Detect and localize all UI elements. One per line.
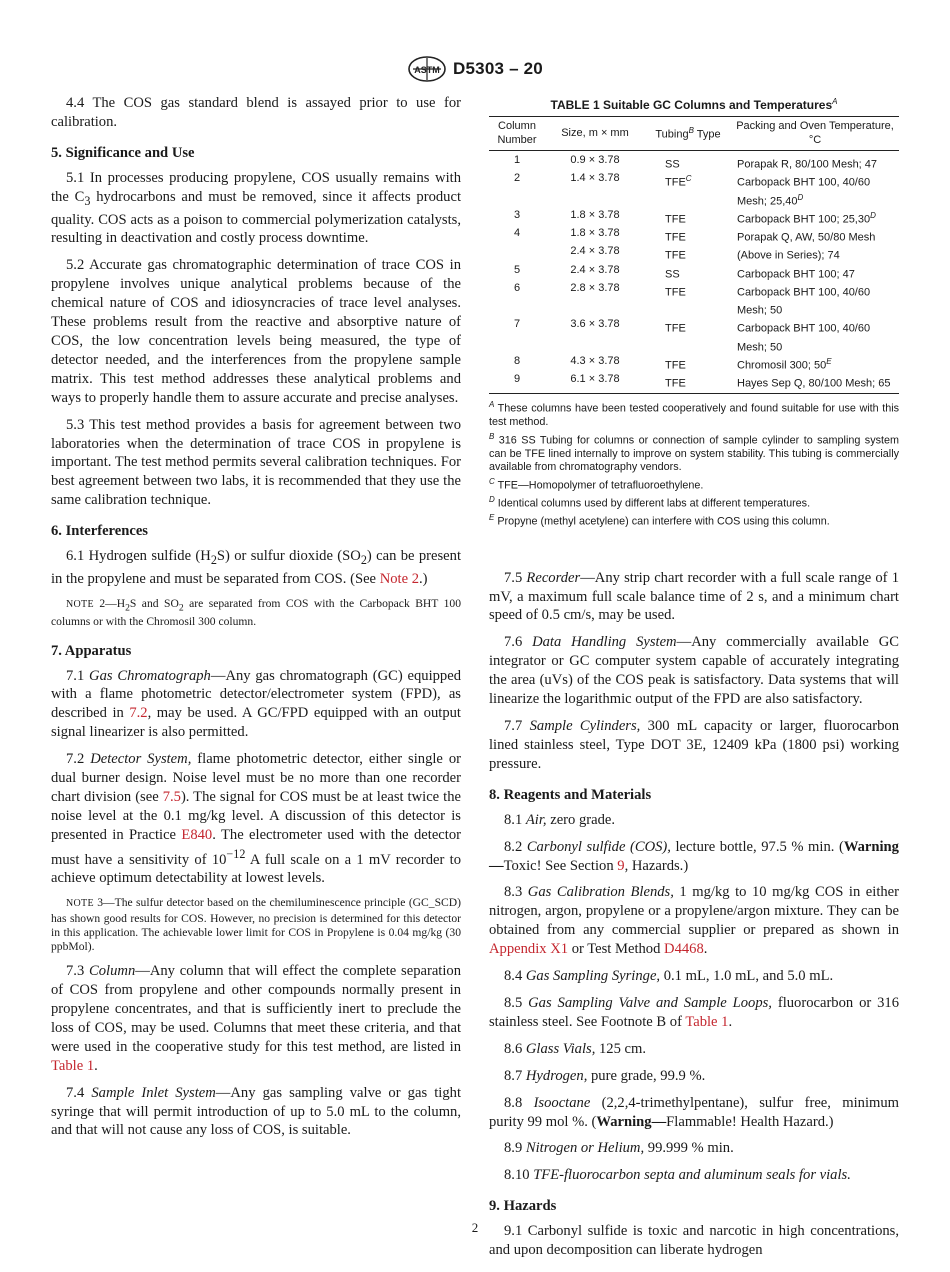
table-row <box>489 172 899 190</box>
table-row <box>489 151 899 173</box>
cell-column-number: 1 <box>513 154 521 167</box>
cell-tubing: TFE <box>665 359 686 372</box>
paragraph-8-1: 8.1 Air, zero grade. <box>504 811 616 828</box>
cell-column-number: 8 <box>513 354 521 367</box>
paragraph-8-6: 8.6 Glass Vials, 125 cm. <box>504 1040 647 1057</box>
paragraph-7-6: 7.6 Data Handling System—Any commercially available GC integrator or GC computer system capable of accurately integrating the area (uVs) of the COS peak is satisfactory. Data systems that will linearize the logarithmic output of the FPD are also satisfactory. <box>489 634 899 708</box>
cell-packing: (Above in Series); 74 <box>737 250 840 263</box>
cell-packing: Carbopack BHT 100; $25,30^D$ <box>737 210 876 226</box>
section-5-heading: 5. Significance and Use <box>51 144 195 161</box>
cell-size: 1.8 × 3.78 <box>570 227 620 240</box>
paragraph-5-2: 5.2 Accurate gas chromatographic determination of trace COS in propylene involves unique analytical problems because of the chemical nature of COS and idiosyncracies of trace level analyses. These problems result from the reactive and absorptive nature of COS, the low concentration levels being measured, the type of detector needed, and the interferences from the propylene sample matrix. This test method addresses these analytical problems and ways to properly handle them to assure accurate and precise analyses. <box>51 257 461 406</box>
cell-column-number <box>489 191 545 209</box>
cell-column-number: 3 <box>513 208 521 221</box>
cell-packing: Carbopack BHT 100; 47 <box>737 268 855 281</box>
cell-column-number: 4 <box>513 227 521 240</box>
table-row <box>489 355 899 373</box>
d4468-link[interactable]: D4468 <box>664 941 704 958</box>
section-7-heading: 7. Apparatus <box>51 642 132 659</box>
cell-size: 1.8 × 3.78 <box>570 208 620 221</box>
cell-tubing <box>645 191 731 209</box>
cell-size: 2.8 × 3.78 <box>570 281 620 294</box>
note-3: NOTE 3—The sulfur detector based on the chemiluminescence principle (GC_SCD) has shown good results for COS. However, no precision is determined for this detector in this application. The achievable lower limit for COS in Propylene is 0.04 mg/kg (30 ppbMol). <box>51 896 461 953</box>
cell-size: 2.4 × 3.78 <box>570 245 620 258</box>
paragraph-8-9: 8.9 Nitrogen or Helium, 99.999 % min. <box>504 1140 734 1157</box>
cell-packing: Carbopack BHT 100, 40/60 <box>737 286 871 299</box>
table-footnote: $^B$ 316 SS Tubing for columns or connection of sample cylinder to sampling system can be TFE lined internally to improve on system stability. This tubing is commercially available from chromatography vendors. <box>489 431 899 474</box>
table-1-title: TABLE 1 Suitable GC Columns and Temperatures$^A$ <box>550 97 838 112</box>
cell-tubing: TFE <box>665 250 686 263</box>
table-row <box>489 300 899 318</box>
col-header-size: Size, m × mm <box>545 117 645 151</box>
table-row <box>489 209 899 227</box>
cell-column-number: 5 <box>513 263 521 276</box>
table-1 <box>489 116 899 394</box>
paragraph-7-3: 7.3 Column—Any column that will effect the complete separation of COS from propylene and other compounds normally present in propylene concentrates, and that is sufficiently inert to preclude the loss of COS, may be used. Columns that meet these criteria, and that were used in the cooperative study for this test method, are listed in Table 1. <box>51 963 462 1074</box>
cell-column-number: 9 <box>489 373 545 394</box>
cell-tubing <box>645 300 731 318</box>
table-row <box>489 373 899 394</box>
table-footnote: $^D$ Identical columns used by different labs at different temperatures. <box>489 494 811 510</box>
document-designation: D5303 – 20 <box>453 59 543 78</box>
paragraph-7-2: 7.2 Detector System, flame photometric detector, either single or dual burner design. Noise level must be no more than one recorder chart division (see 7.5). The signal for COS must be at least twice the noise level at the 0.1 mg/kg level. A discussion of this detector is presented in Practice E840. The electrometer used with the detector must have a sensitivity of $10^{-12}$ A full scale on a 1 mV recorder to achieve optimum detectability at lowest levels. <box>51 751 461 887</box>
note-2: NOTE $2—H_2S$ and $SO_2$ are separated from COS with the Carbopack BHT 100 columns or with the Chromosil 300 column. <box>51 596 462 629</box>
section-7-5-link[interactable]: 7.5 <box>162 789 181 805</box>
paragraph-8-4: 8.4 Gas Sampling Syringe, 0.1 mL, 1.0 mL, and 5.0 mL. <box>504 968 834 985</box>
paragraph-9-1: 9.1 Carbonyl sulfide is toxic and narcotic in high concentrations, and upon decomposition can liberate hydrogen <box>489 1223 899 1259</box>
astm-logo-icon <box>407 56 447 82</box>
cell-tubing: TFE <box>665 231 686 244</box>
cell-column-number <box>489 337 545 355</box>
cell-packing: Porapak Q, AW, 50/80 Mesh <box>737 231 876 244</box>
section-9-heading: 9. Hazards <box>489 1198 557 1215</box>
section-8-heading: 8. Reagents and Materials <box>489 786 652 803</box>
astm-logo-text: ASTM <box>414 65 440 75</box>
cell-column-number <box>489 300 545 318</box>
cell-tubing: SS <box>665 268 680 281</box>
table-row <box>489 264 899 282</box>
cell-tubing: TFE <box>665 323 686 336</box>
table-row <box>489 337 899 355</box>
cell-tubing: TFE <box>665 286 686 299</box>
section-7-2-link[interactable]: 7.2 <box>129 705 148 722</box>
cell-tubing: TFE <box>645 373 731 394</box>
paragraph-8-8: 8.8 Isooctane (2,2,4-trimethylpentane), sulfur free, minimum purity 99 mol %. (Warning—Flammable! Health Hazard.) <box>489 1094 900 1130</box>
table-footnote: $^E$ Propyne (methyl acetylene) can interfere with COS using this column. <box>489 512 830 528</box>
col-header-number: Column Number <box>489 117 545 151</box>
cell-packing: Carbopack BHT 100, 40/60 <box>737 177 871 190</box>
paragraph-7-7: 7.7 Sample Cylinders, 300 mL capacity or larger, fluorocarbon lined stainless steel, Type DOT 3E, 12409 kPa (1800 psi) working pressure. <box>489 718 899 772</box>
cell-packing: Carbopack BHT 100, 40/60 <box>737 323 871 336</box>
cell-size <box>545 337 645 355</box>
right-column <box>489 94 899 1268</box>
cell-column-number <box>489 245 545 263</box>
paragraph-8-10: 8.10 TFE-fluorocarbon septa and aluminum seals for vials. <box>504 1167 851 1184</box>
cell-column-number: 7 <box>513 318 521 331</box>
table-row <box>489 227 899 245</box>
cell-size: 1.4 × 3.78 <box>570 172 620 185</box>
paragraph-7-1: 7.1 Gas Chromatograph—Any gas chromatograph (GC) equipped with a flame photometric detector/electrometer system (FPD), as described in 7.2, may be used. A GC/FPD equipped with an output signal linearizer is also permitted. <box>51 667 462 741</box>
section-6-heading: 6. Interferences <box>51 523 148 540</box>
paragraph-8-3: 8.3 Gas Calibration Blends, 1 mg/kg to 10 mg/kg COS in either nitrogen, argon, propylene or a propylene/argon mixture. They can be obtained from any commercial supplier or prepared as shown in Appendix X1 or Test Method D4468. <box>489 884 900 958</box>
paragraph-4-4: 4.4 The COS gas standard blend is assayed prior to use for calibration. <box>51 95 461 130</box>
cell-size: 4.3 × 3.78 <box>570 354 620 367</box>
table-footnotes <box>489 398 899 528</box>
note-2-link[interactable]: Note 2 <box>379 570 420 587</box>
table-row <box>489 245 899 263</box>
table-body <box>489 151 899 394</box>
cell-packing: Porapak R, 80/100 Mesh; 47 <box>737 158 878 171</box>
cell-packing: Hayes Sep Q, 80/100 Mesh; 65 <box>731 373 899 394</box>
paragraph-6-1: 6.1 Hydrogen sulfide $(H_2S)$ or sulfur dioxide $(SO_2)$ can be present in the propylene and must be separated from COS. (See Note 2.) <box>51 548 461 587</box>
cell-column-number: 2 <box>513 172 521 185</box>
paragraph-8-2: 8.2 Carbonyl sulfide (COS), lecture bottle, 97.5 % min. (Warning—Toxic! See Section 9, Hazards.) <box>489 838 899 874</box>
paragraph-8-5: 8.5 Gas Sampling Valve and Sample Loops, fluorocarbon or 316 stainless steel. See Footnote B of Table 1. <box>489 994 899 1030</box>
paragraph-8-7: 8.7 Hydrogen, pure grade, 99.9 %. <box>504 1067 706 1084</box>
appendix-x1-link[interactable]: Appendix X1 <box>489 941 569 958</box>
cell-tubing <box>645 337 731 355</box>
table-1-link[interactable]: Table 1 <box>51 1057 95 1074</box>
page-header <box>0 56 950 82</box>
cell-size: 2.4 × 3.78 <box>570 263 620 276</box>
cell-size: 6.1 × 3.78 <box>545 373 645 394</box>
cell-packing: Mesh; $25,40^D$ <box>737 192 804 208</box>
cell-tubing: TFE <box>665 213 686 226</box>
paragraph-7-4: 7.4 Sample Inlet System—Any gas sampling valve or gas tight syringe that will permit introduction of up to 5.0 mL to the column, and that will not cause any loss of COS, is suitable. <box>51 1084 461 1139</box>
page-number: 2 <box>471 1220 479 1235</box>
cell-packing: Chromosil 300; $50^E$ <box>737 356 832 372</box>
table-row <box>489 191 899 209</box>
table-header-row <box>489 117 899 151</box>
table-row <box>489 282 899 300</box>
col-header-tubing: Tubing$^B$ Type <box>645 117 731 151</box>
left-column <box>51 94 461 1148</box>
cell-size: 0.9 × 3.78 <box>570 154 620 167</box>
paragraph-7-5: 7.5 Recorder—Any strip chart recorder with a full scale range of 1 mV, a maximum full scale balance time of 2 s, and a minimum chart speed of 0.5 cm/s, may be used. <box>489 569 900 624</box>
table-row <box>489 318 899 336</box>
cell-tubing: $TFE^C$ <box>665 174 692 190</box>
e840-link[interactable]: E840 <box>181 826 213 843</box>
table-footnote: $^C$ TFE—Homopolymer of tetrafluoroethylene. <box>489 476 704 492</box>
col-header-packing: Packing and Oven Temperature, °C <box>731 117 899 151</box>
paragraph-5-1: 5.1 In processes producing propylene, COS usually remains with the $C_3$ hydrocarbons and must be removed, since it affects product quality. COS acts as a poison to commercial polymerization catalysts, resulting in deactivation and costly process downtime. <box>51 169 462 247</box>
cell-size <box>545 300 645 318</box>
table-footnote: $^A$ These columns have been tested cooperatively and found suitable for use with this test method. <box>489 400 899 429</box>
cell-column-number: 6 <box>513 281 521 294</box>
cell-tubing: SS <box>665 158 680 171</box>
cell-packing: Mesh; 50 <box>737 304 783 317</box>
section-9-link[interactable]: 9 <box>617 857 625 874</box>
cell-packing: Mesh; 50 <box>737 341 783 354</box>
cell-size <box>545 191 645 209</box>
table-1-link-2[interactable]: Table 1 <box>685 1013 729 1030</box>
paragraph-5-3: 5.3 This test method provides a basis for agreement between two laboratories when the determination of trace COS in propylene is important. The test method permits several calibration techniques. For best agreement between two labs, it is recommended that they use the same calibration technique. <box>51 416 461 509</box>
cell-size: 3.6 × 3.78 <box>570 318 620 331</box>
